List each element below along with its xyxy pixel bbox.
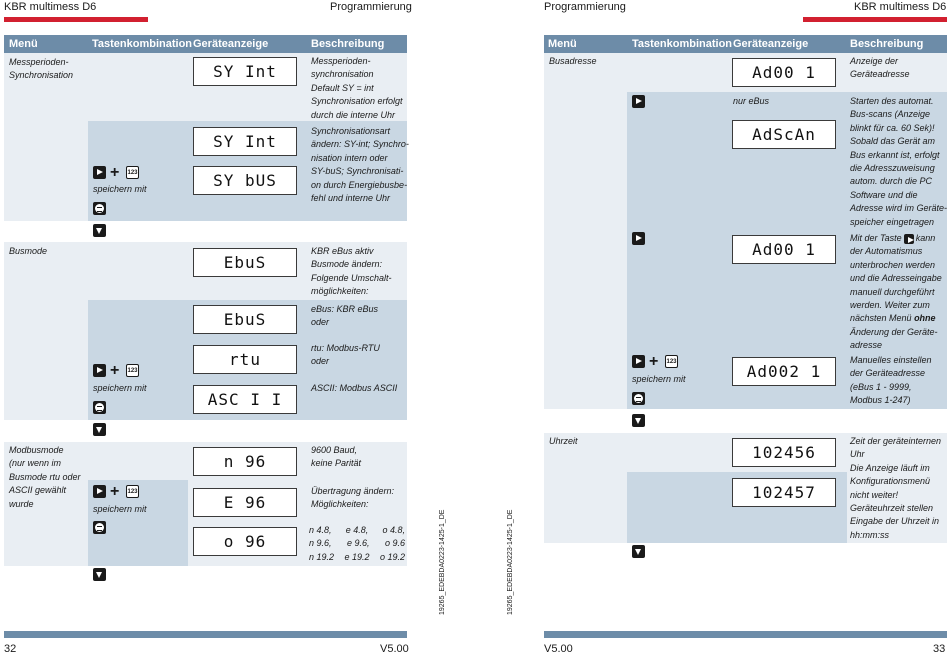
busadresse-ebus-label: nur eBus — [733, 96, 770, 106]
left-version: V5.00 — [380, 643, 409, 655]
busmode-lcd-current: EbuS — [193, 248, 297, 277]
number-key-icon: 123 — [665, 355, 678, 368]
busmode-description-1: KBR eBus aktiv Busmode ändern: Folgende Umschalt- möglichkeiten: — [311, 246, 392, 297]
sync-lcd-bus: SY bUS — [193, 166, 297, 195]
busmode-save-label: speichern mit — [93, 383, 147, 393]
busmode-lcd-ascii: ASC I I — [193, 385, 297, 414]
busadresse-description-2: Starten des automat. Bus-scans (Anzeige blinkt für ca. 60 Sek)! Sobald das Gerät am Bus erkannt ist, erfolgt die Adresszuweisung autom. durch die PC Software und die Adresse wird im Geräte- speicher eingetragen — [850, 96, 948, 227]
right-col-display: Geräteanzeige — [733, 38, 809, 50]
right-col-menu: Menü — [548, 38, 577, 50]
right-col-keys: Tastenkombination — [632, 38, 733, 50]
down-key-icon — [93, 224, 106, 237]
busadresse-menu-label: Busadresse — [549, 56, 597, 66]
modbus-description-2: Übertragung ändern: Möglichkeiten: — [311, 486, 395, 510]
right-page-number: 33 — [933, 643, 946, 655]
down-key-icon — [632, 545, 645, 558]
modbus-lcd-e96: E 96 — [193, 488, 297, 517]
left-page-number: 32 — [4, 643, 17, 655]
down-key-icon — [93, 568, 106, 581]
right-col-description: Beschreibung — [850, 38, 924, 50]
left-header-section: Programmierung — [330, 1, 412, 13]
busadresse-lcd-new: Ad002 1 — [732, 357, 836, 386]
right-red-accent-bar — [803, 17, 947, 22]
play-key-icon — [93, 166, 106, 179]
busmode-menu-label: Busmode — [9, 246, 48, 256]
number-key-icon: 123 — [126, 485, 139, 498]
left-col-keys: Tastenkombination — [92, 38, 193, 50]
ok-key-icon — [632, 392, 645, 405]
busadresse-save-label: speichern mit — [632, 374, 686, 384]
right-header-title: KBR multimess D6 — [854, 1, 947, 13]
busadresse-description-3: Mit der Taste kann der Automatismus unterbrochen werden und die Adresseingabe manuell durchgeführt werden. Weiter zum nächsten Menü ohne Änderung der Geräte- adresse — [850, 233, 942, 351]
play-key-icon — [632, 232, 645, 245]
ok-key-icon — [93, 521, 106, 534]
busadresse-lcd-scan: AdScAn — [732, 120, 836, 149]
busmode-description-3: rtu: Modbus-RTU oder — [311, 343, 380, 367]
left-header-title: KBR multimess D6 — [4, 1, 97, 13]
left-red-accent-bar — [4, 17, 148, 22]
busadresse-lcd-current: Ad00 1 — [732, 58, 836, 87]
left-side-code: 19265_EDEBDA0223-1425-1_DE — [439, 509, 446, 615]
ok-key-icon — [93, 202, 106, 215]
play-key-icon — [93, 485, 106, 498]
sync-description-2: Synchronisationsart ändern: SY-int; Synchro- nisation intern oder SY-buS; Synchronisati- on durch Energiebusbe- fehl und interne Uhr — [311, 126, 409, 204]
sync-lcd-int: SY Int — [193, 127, 297, 156]
modbus-options-grid: n 4.8, e 4.8, o 4.8, n 9.6, e 9.6, o 9.6 n 19.2 e 19.2 o 19.2 — [309, 525, 405, 562]
plus-icon: + — [110, 362, 120, 379]
modbus-lcd-n96: n 96 — [193, 447, 297, 476]
left-footer-bar — [4, 631, 407, 638]
play-key-icon — [632, 355, 645, 368]
ok-key-icon — [93, 401, 106, 414]
plus-icon: + — [110, 164, 120, 181]
sync-save-label: speichern mit — [93, 184, 147, 194]
busadresse-description-1: Anzeige der Geräteadresse — [850, 56, 910, 80]
play-key-icon — [904, 234, 914, 244]
modbus-description-1: 9600 Baud, keine Parität — [311, 445, 362, 469]
modbus-menu-label: Modbusmode (nur wenn im Busmode rtu oder ASCII gewählt wurde — [9, 445, 81, 509]
number-key-icon: 123 — [126, 364, 139, 377]
right-version: V5.00 — [544, 643, 573, 655]
left-col-menu: Menü — [9, 38, 38, 50]
play-key-icon — [93, 364, 106, 377]
right-side-code: 19265_EDEBDA0223-1425-1_DE — [507, 509, 514, 615]
busadresse-lcd-manual: Ad00 1 — [732, 235, 836, 264]
right-header-section: Programmierung — [544, 1, 626, 13]
down-key-icon — [93, 423, 106, 436]
down-key-icon — [632, 414, 645, 427]
sync-description-1: Messperioden- synchronisation Default SY = int Synchronisation erfolgt durch die interne Uhr — [311, 56, 403, 120]
uhrzeit-menu-label: Uhrzeit — [549, 436, 578, 446]
plus-icon: + — [649, 353, 659, 370]
busmode-description-4: ASCII: Modbus ASCII — [311, 383, 398, 393]
uhrzeit-description: Zeit der geräteinternen Uhr Die Anzeige läuft im Konfigurationsmenü nicht weiter! Geräteuhrzeit stellen Eingabe der Uhrzeit in hh:mm:ss — [850, 436, 942, 540]
busmode-description-2: eBus: KBR eBus oder — [311, 304, 379, 328]
busmode-lcd-ebus: EbuS — [193, 305, 297, 334]
play-key-icon — [632, 95, 645, 108]
busmode-lcd-rtu: rtu — [193, 345, 297, 374]
right-footer-bar — [544, 631, 947, 638]
plus-icon: + — [110, 483, 120, 500]
modbus-save-label: speichern mit — [93, 504, 147, 514]
modbus-lcd-o96: o 96 — [193, 527, 297, 556]
left-col-description: Beschreibung — [311, 38, 385, 50]
sync-menu-label: Messperioden- Synchronisation — [9, 57, 74, 81]
left-col-display: Geräteanzeige — [193, 38, 269, 50]
sync-lcd-default: SY Int — [193, 57, 297, 86]
uhrzeit-lcd-time-edit: 102457 — [732, 478, 836, 507]
uhrzeit-lcd-time: 102456 — [732, 438, 836, 467]
busadresse-description-4: Manuelles einstellen der Geräteadresse (eBus 1 - 9999, Modbus 1-247) — [850, 355, 932, 406]
number-key-icon: 123 — [126, 166, 139, 179]
